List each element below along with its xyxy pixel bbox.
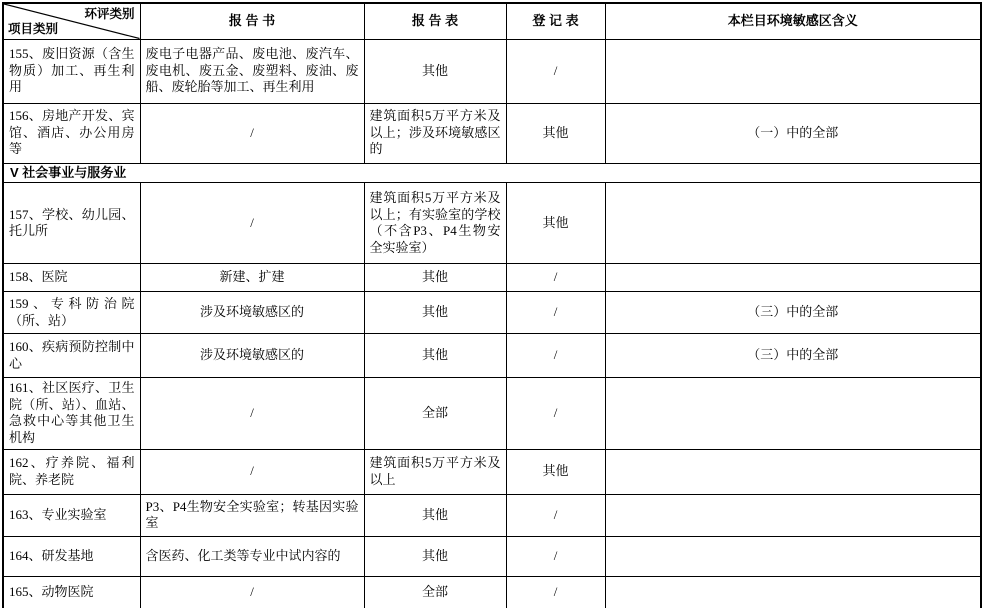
diagonal-header-cell [3, 3, 140, 39]
report-form-cell: 全部 [364, 576, 506, 608]
sensitive-area-cell [605, 494, 981, 536]
project-category-cell: 157、学校、幼儿园、托儿所 [3, 183, 140, 264]
header-project-category: 项目类别 [8, 21, 59, 36]
registration-form-cell: / [506, 536, 605, 576]
registration-form-cell: / [506, 334, 605, 378]
classification-table [2, 2, 982, 608]
table-row [3, 378, 981, 450]
registration-form-cell: / [506, 264, 605, 292]
project-category-cell: 160、疾病预防控制中心 [3, 334, 140, 378]
report-form-cell: 全部 [364, 378, 506, 450]
header-report-form: 报 告 表 [364, 3, 506, 39]
report-form-cell: 建筑面积5万平方米及以上；有实验室的学校（不含P3、P4生物安全实验室） [364, 183, 506, 264]
table-row [3, 39, 981, 103]
sensitive-area-cell: （三）中的全部 [605, 292, 981, 334]
header-registration-form: 登 记 表 [506, 3, 605, 39]
project-category-cell: 162、疗养院、福利院、养老院 [3, 449, 140, 494]
report-book-cell: 涉及环境敏感区的 [140, 334, 364, 378]
report-book-cell: / [140, 576, 364, 608]
sensitive-area-cell [605, 576, 981, 608]
report-form-cell: 其他 [364, 536, 506, 576]
project-category-cell: 159、专科防治院（所、站） [3, 292, 140, 334]
header-sensitive-area-meaning: 本栏目环境敏感区含义 [605, 3, 981, 39]
header-eia-category: 环评类别 [84, 7, 135, 21]
report-form-cell: 建筑面积5万平方米及以上；涉及环境敏感区的 [364, 103, 506, 163]
table-row [3, 183, 981, 264]
table-row [3, 576, 981, 608]
sensitive-area-cell [605, 39, 981, 103]
project-category-cell: 163、专业实验室 [3, 494, 140, 536]
table-row [3, 494, 981, 536]
registration-form-cell: / [506, 292, 605, 334]
table-row [3, 264, 981, 292]
registration-form-cell: 其他 [506, 449, 605, 494]
report-book-cell: / [140, 449, 364, 494]
project-category-cell: 161、社区医疗、卫生院（所、站）、血站、急救中心等其他卫生机构 [3, 378, 140, 450]
report-book-cell: 废电子电器产品、废电池、废汽车、废电机、废五金、废塑料、废油、废船、废轮胎等加工、再生利用 [140, 39, 364, 103]
table-row [3, 292, 981, 334]
header-report-book: 报 告 书 [140, 3, 364, 39]
registration-form-cell: / [506, 39, 605, 103]
table-row [3, 536, 981, 576]
sensitive-area-cell [605, 183, 981, 264]
table-row [3, 103, 981, 163]
registration-form-cell: / [506, 576, 605, 608]
project-category-cell: 155、废旧资源（含生物质）加工、再生利用 [3, 39, 140, 103]
project-category-cell: 156、房地产开发、宾馆、酒店、办公用房等 [3, 103, 140, 163]
sensitive-area-cell [605, 264, 981, 292]
report-book-cell: 含医药、化工类等专业中试内容的 [140, 536, 364, 576]
section-row [3, 163, 981, 183]
registration-form-cell: 其他 [506, 183, 605, 264]
project-category-cell: 165、动物医院 [3, 576, 140, 608]
report-book-cell: / [140, 183, 364, 264]
project-category-cell: 164、研发基地 [3, 536, 140, 576]
sensitive-area-cell [605, 449, 981, 494]
section-label: V 社会事业与服务业 [3, 163, 981, 183]
report-form-cell: 其他 [364, 39, 506, 103]
registration-form-cell: 其他 [506, 103, 605, 163]
table-body [3, 39, 981, 608]
project-category-cell: 158、医院 [3, 264, 140, 292]
registration-form-cell: / [506, 494, 605, 536]
registration-form-cell: / [506, 378, 605, 450]
sensitive-area-cell [605, 536, 981, 576]
report-book-cell: P3、P4生物安全实验室；转基因实验室 [140, 494, 364, 536]
table-row [3, 449, 981, 494]
report-book-cell: / [140, 378, 364, 450]
report-book-cell: 涉及环境敏感区的 [140, 292, 364, 334]
report-form-cell: 建筑面积5万平方米及以上 [364, 449, 506, 494]
report-form-cell: 其他 [364, 494, 506, 536]
report-book-cell: 新建、扩建 [140, 264, 364, 292]
table-row [3, 334, 981, 378]
report-form-cell: 其他 [364, 264, 506, 292]
header-row [3, 3, 981, 39]
report-form-cell: 其他 [364, 292, 506, 334]
sensitive-area-cell: （三）中的全部 [605, 334, 981, 378]
report-book-cell: / [140, 103, 364, 163]
sensitive-area-cell: （一）中的全部 [605, 103, 981, 163]
sensitive-area-cell [605, 378, 981, 450]
report-form-cell: 其他 [364, 334, 506, 378]
